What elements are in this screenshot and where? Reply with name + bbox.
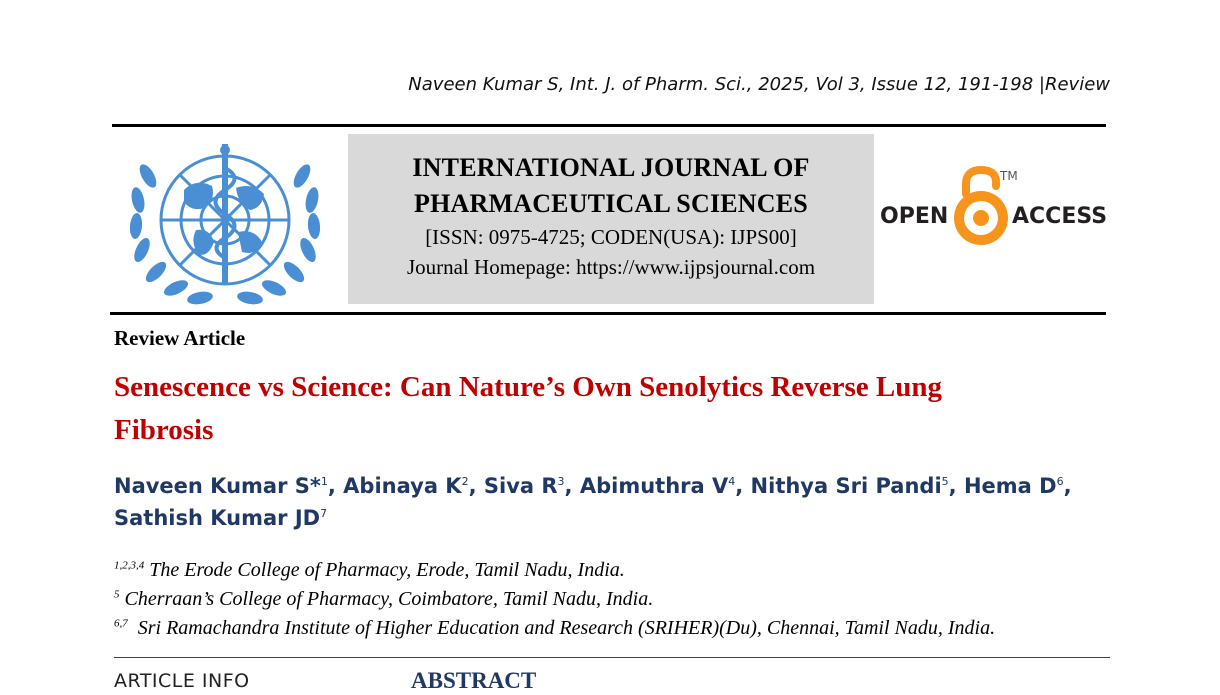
open-access-logo [878, 166, 1110, 254]
journal-homepage: Journal Homepage: https://www.ijpsjournal.com [406, 255, 816, 279]
header-top-rule [112, 124, 1106, 127]
paper-title [114, 366, 1114, 452]
author-affiliation-marker: 4 [728, 475, 736, 488]
globe-caduceus-icon [126, 138, 324, 306]
paper-title-line2: Fibrosis [114, 414, 214, 446]
open-access-right-text: ACCESS [1012, 204, 1108, 229]
author-affiliation-marker: 3 [557, 475, 565, 488]
author-separator: , [1063, 474, 1072, 498]
author-list [114, 470, 1114, 534]
affiliation-marker: 1,2,3,4 [114, 559, 145, 572]
author-name: Abinaya K [343, 474, 462, 498]
affiliation-line [114, 585, 1114, 614]
info-divider-rule [114, 657, 1110, 658]
author-name: Sathish Kumar JD [114, 506, 321, 530]
author-separator: , [948, 474, 964, 498]
header-bottom-rule [110, 312, 1106, 315]
author-separator: , [327, 474, 344, 498]
affiliation-marker: 5 [114, 588, 120, 601]
author-separator: , [735, 474, 751, 498]
author-affiliation-marker: 5 [941, 475, 949, 488]
journal-title-line1: INTERNATIONAL JOURNAL OF [412, 153, 810, 182]
running-head: Naveen Kumar S, Int. J. of Pharm. Sci., 2025, Vol 3, Issue 12, 191-198 |Review [408, 74, 1110, 95]
author-name: Hema D [963, 474, 1057, 498]
affiliation-list [114, 556, 1114, 643]
author-name: Nithya Sri Pandi [750, 474, 942, 498]
affiliation-text: The Erode College of Pharmacy, Erode, Tamil Nadu, India. [144, 559, 625, 581]
author-affiliation-marker: 2 [461, 475, 469, 488]
author-name: Abimuthra V [579, 474, 729, 498]
article-info-heading: ARTICLE INFO [114, 670, 250, 692]
journal-masthead [348, 134, 874, 304]
author-name: Naveen Kumar S* [114, 474, 321, 498]
affiliation-line [114, 556, 1114, 585]
author-separator: , [564, 474, 580, 498]
article-type-label: Review Article [114, 326, 246, 350]
affiliation-line [114, 614, 1114, 643]
author-name: Siva R [483, 474, 558, 498]
journal-issn: [ISSN: 0975-4725; CODEN(USA): IJPS00] [425, 225, 797, 249]
abstract-heading: ABSTRACT [411, 668, 537, 693]
author-affiliation-marker: 6 [1056, 475, 1064, 488]
author-separator: , [468, 474, 484, 498]
who-emblem-logo [126, 138, 324, 306]
author-affiliation-marker: 7 [320, 507, 328, 520]
trademark-mark: TM [1000, 169, 1018, 183]
author-affiliation-marker: 1 [320, 475, 328, 488]
affiliation-text: Cherraan’s College of Pharmacy, Coimbatore, Tamil Nadu, India. [119, 588, 654, 610]
paper-title-line1: Senescence vs Science: Can Nature’s Own Senolytics Reverse Lung [114, 371, 943, 403]
affiliation-text: Sri Ramachandra Institute of Higher Education and Research (SRIHER)(Du), Chennai, Tamil Nadu, India. [127, 617, 996, 639]
journal-title-line2: PHARMACEUTICAL SCIENCES [414, 189, 808, 218]
affiliation-marker: 6,7 [114, 617, 128, 630]
open-access-left-text: OPEN [880, 204, 949, 229]
